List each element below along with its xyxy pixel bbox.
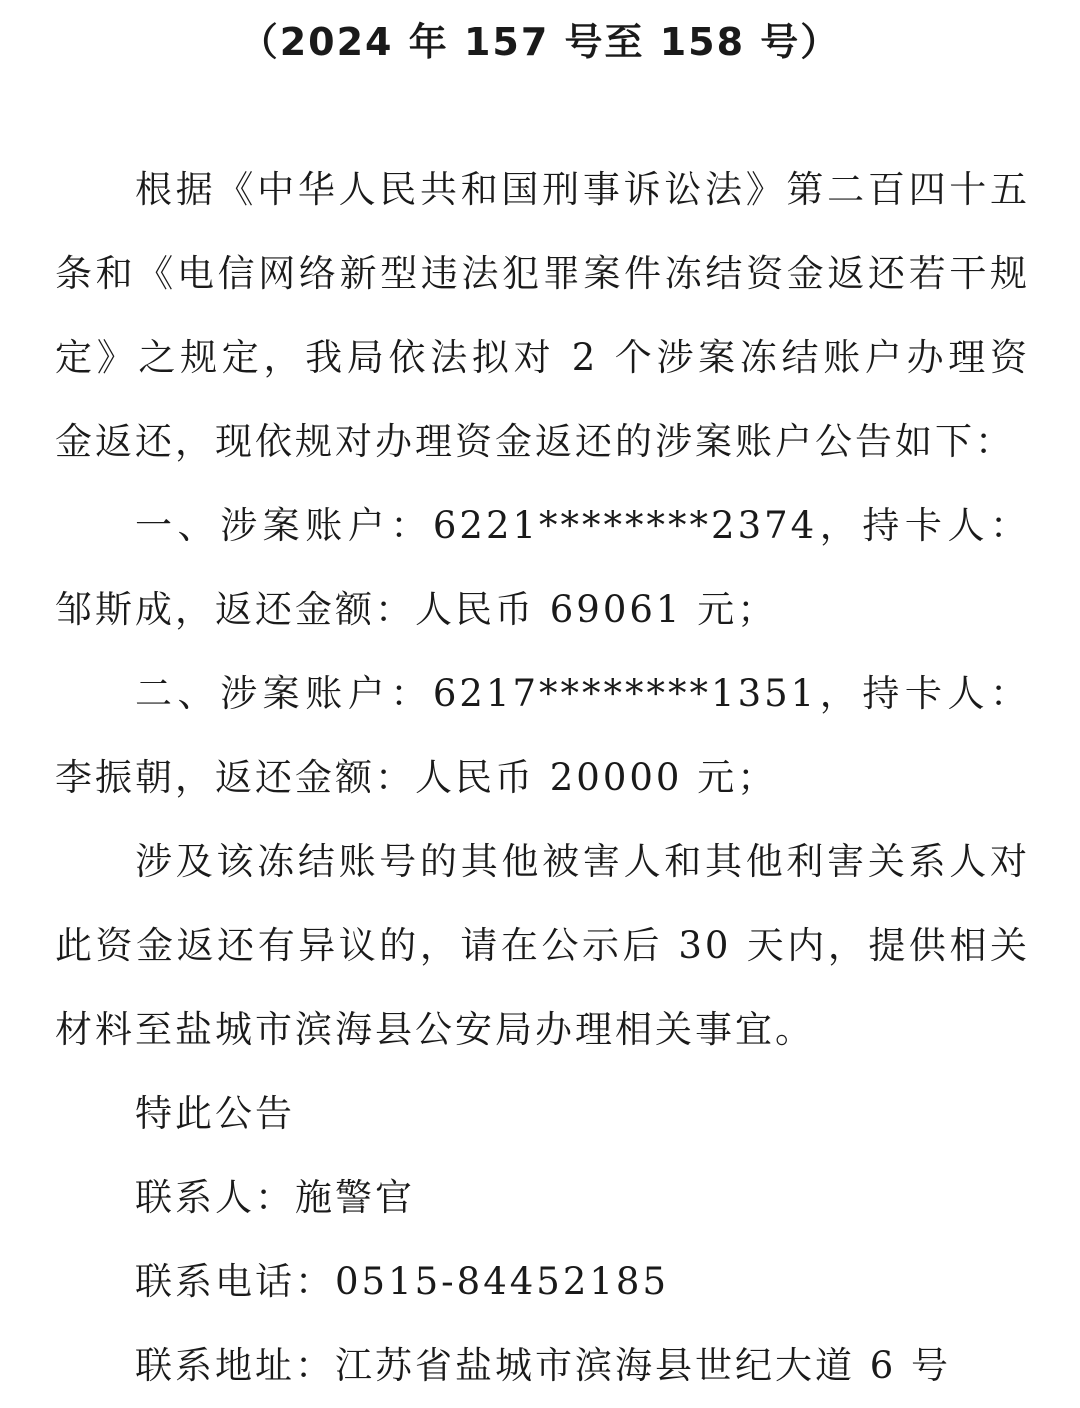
contact-address: 联系地址：江苏省盐城市滨海县世纪大道 6 号 (135, 1344, 952, 1387)
objection-paragraph: 涉及该冻结账号的其他被害人和其他利害关系人对此资金返还有异议的，请在公示后 30 天内，提供相关材料至盐城市滨海县公安局办理相关事宜。 (55, 840, 1030, 1051)
intro-paragraph: 根据《中华人民共和国刑事诉讼法》第二百四十五条和《电信网络新型违法犯罪案件冻结资金返还若干规定》之规定，我局依法拟对 2 个涉案冻结账户办理资金返还，现依规对办理资金返还的涉案账户公告如下： (55, 168, 1030, 463)
contact-person: 联系人：施警官 (135, 1176, 415, 1219)
closing-line: 特此公告 (135, 1092, 295, 1135)
contact-phone: 联系电话：0515-84452185 (135, 1260, 669, 1303)
account-item-1: 一、涉案账户：6221********2374，持卡人：邹斯成，返还金额：人民币 69061 元； (55, 504, 1030, 631)
announcement-body (55, 148, 1030, 1408)
document-number: （2024 年 157 号至 158 号） (239, 20, 841, 64)
account-item-2: 二、涉案账户：6217********1351，持卡人：李振朝，返还金额：人民币 20000 元； (55, 672, 1030, 799)
